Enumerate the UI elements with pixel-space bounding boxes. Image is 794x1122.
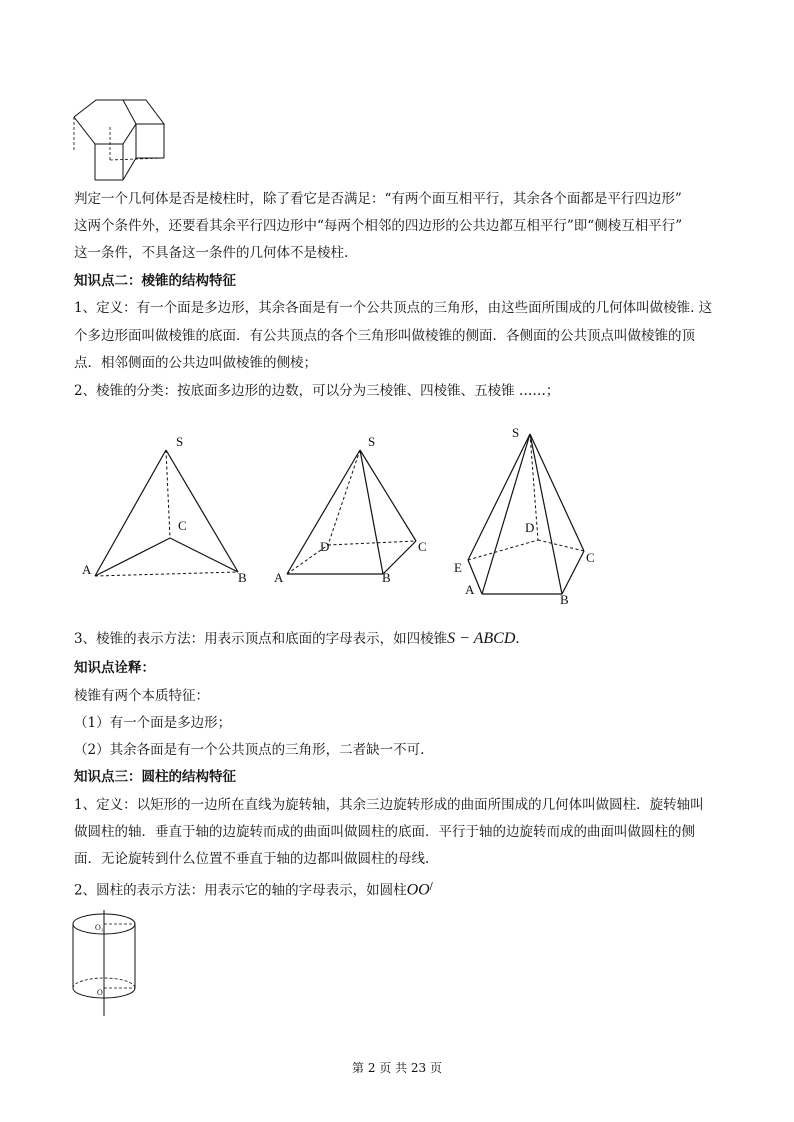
explanation-item-2: （2）其余各面是有一个公共顶点的三角形，二者缺一不可. bbox=[74, 742, 425, 758]
section2-heading: 知识点二：棱锥的结构特征 bbox=[74, 273, 236, 289]
section3-def-line2: 做圆柱的轴．垂直于轴的边旋转而成的曲面叫做圆柱的底面．平行于轴的边旋转而成的曲面叫做圆柱的侧 bbox=[74, 824, 695, 840]
tri-label-s: S bbox=[176, 434, 184, 449]
section2-def-line2: 个多边形面叫做棱锥的底面．有公共顶点的各个三角形叫做棱锥的侧面．各侧面的公共顶点叫做棱锥的顶 bbox=[74, 328, 695, 344]
cylinder-label-bottom: O bbox=[97, 988, 103, 997]
section3-notation-prefix: 2、圆柱的表示方法：用表示它的轴的字母表示，如圆柱 bbox=[74, 882, 407, 899]
explanation-heading: 知识点诠释： bbox=[74, 660, 155, 676]
cylinder-figure bbox=[68, 908, 148, 1018]
section3-notation-math: OO bbox=[406, 881, 430, 899]
pent-label-c: C bbox=[586, 550, 595, 565]
paragraph1-line1: 判定一个几何体是否是棱柱时，除了看它是否满足：“有两个面互相平行，其余各个面都是平行四边形” bbox=[74, 191, 682, 207]
page-footer: 第 2 页 共 23 页 bbox=[352, 1061, 442, 1075]
triangular-pyramid-figure bbox=[70, 428, 250, 588]
section2-notation bbox=[74, 630, 520, 648]
quad-label-s: S bbox=[368, 434, 376, 449]
section3-heading: 知识点三：圆柱的结构特征 bbox=[74, 769, 236, 785]
cylinder-label-top: O₁ bbox=[95, 923, 104, 932]
paragraph1-line2: 这两个条件外，还要看其余平行四边形中“每两个相邻的四边形的公共边都互相平行”即“侧棱互相平行” bbox=[74, 218, 683, 234]
section3-def-line3: 面．无论旋转到什么位置不垂直于轴的边都叫做圆柱的母线. bbox=[74, 851, 430, 867]
pent-label-b: B bbox=[560, 592, 569, 605]
section3-def-line1: 1、定义：以矩形的一边所在直线为旋转轴，其余三边旋转形成的曲面所围成的几何体叫做圆柱．旋转轴叫 bbox=[74, 797, 704, 813]
pent-label-e: E bbox=[454, 560, 462, 575]
section2-def-line3: 点．相邻侧面的公共边叫做棱锥的侧棱； bbox=[74, 355, 317, 371]
section2-notation-suffix: . bbox=[515, 631, 520, 647]
quad-label-d: D bbox=[320, 539, 330, 554]
quad-label-a: A bbox=[274, 570, 284, 585]
tri-label-b: B bbox=[238, 570, 247, 585]
quadrilateral-pyramid-figure bbox=[270, 428, 440, 588]
pent-label-d: D bbox=[525, 520, 535, 535]
prism-figure bbox=[70, 92, 170, 182]
pent-label-a: A bbox=[465, 582, 475, 597]
section2-notation-math: S − ABCD bbox=[447, 630, 516, 647]
explanation-item-1: （1）有一个面是多边形； bbox=[74, 715, 232, 731]
quad-label-c: C bbox=[418, 539, 427, 554]
pent-label-s: S bbox=[512, 425, 520, 440]
pentagonal-pyramid-figure bbox=[450, 420, 610, 605]
explanation-intro: 棱锥有两个本质特征： bbox=[74, 688, 209, 704]
section3-notation-prime: / bbox=[429, 882, 433, 892]
section2-classification: 2、棱锥的分类：按底面多边形的边数，可以分为三棱锥、四棱锥、五棱锥 ……； bbox=[74, 383, 560, 399]
section2-def-line1: 1、定义：有一个面是多边形，其余各面是有一个公共顶点的三角形，由这些面所围成的几何体叫做棱锥. 这 bbox=[74, 300, 713, 316]
section2-notation-prefix: 3、棱锥的表示方法：用表示顶点和底面的字母表示，如四棱锥 bbox=[74, 631, 448, 647]
tri-label-c: C bbox=[178, 518, 187, 533]
quad-label-b: B bbox=[382, 570, 391, 585]
paragraph1-line3: 这一条件，不具备这一条件的几何体不是棱柱. bbox=[74, 245, 349, 261]
section3-notation bbox=[74, 878, 433, 900]
tri-label-a: A bbox=[82, 562, 92, 577]
